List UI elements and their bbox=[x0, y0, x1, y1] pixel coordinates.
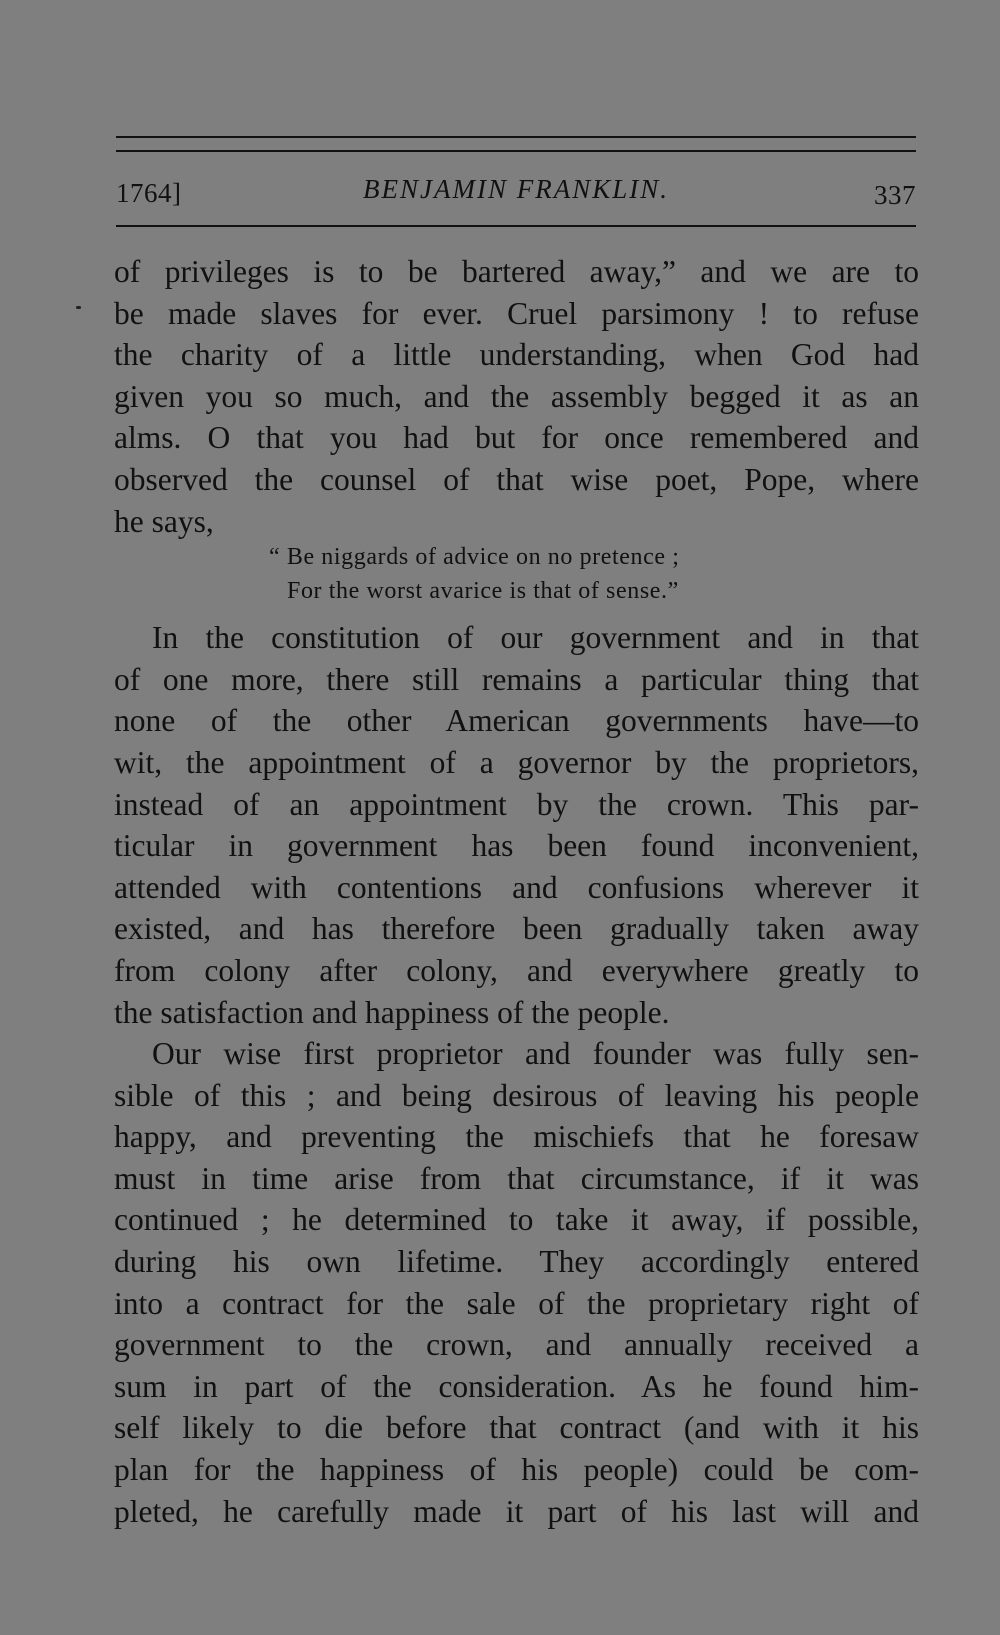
text-line: given you so much, and the assembly begged it as an bbox=[114, 378, 919, 414]
text-line: pleted, he carefully made it part of his last will and bbox=[114, 1493, 919, 1529]
page-number: 337 bbox=[874, 180, 916, 210]
text-line: during his own lifetime. They accordingly entered bbox=[114, 1244, 919, 1280]
quote-line: “ Be niggards of advice on no pretence ; bbox=[269, 544, 680, 571]
text-line: the charity of a little understanding, when God had bbox=[114, 337, 919, 373]
text-line: be made slaves for ever. Cruel parsimony ! to refuse bbox=[114, 295, 919, 331]
header-title: BENJAMIN FRANKLIN. bbox=[363, 174, 669, 204]
header-underline-rule bbox=[116, 225, 916, 227]
body-text bbox=[114, 251, 919, 1532]
text-line: plan for the happiness of his people) could be com- bbox=[114, 1452, 919, 1488]
text-line: continued ; he determined to take it away, if possible, bbox=[114, 1202, 919, 1238]
text-line: he says, bbox=[114, 503, 214, 539]
block-quote bbox=[114, 540, 919, 608]
paragraph-2 bbox=[114, 617, 919, 1033]
text-line: sum in part of the consideration. As he found him- bbox=[114, 1368, 919, 1404]
print-speck bbox=[76, 306, 81, 309]
text-line: instead of an appointment by the crown. This par- bbox=[114, 786, 919, 822]
text-line: In the constitution of our government and in that bbox=[152, 620, 919, 656]
text-line: wit, the appointment of a governor by the proprietors, bbox=[114, 744, 919, 780]
text-line: Our wise first proprietor and founder was fully sen- bbox=[152, 1036, 919, 1072]
top-double-rule-upper bbox=[116, 136, 916, 138]
text-line: sible of this ; and being desirous of leaving his people bbox=[114, 1077, 919, 1113]
text-line: none of the other American governments have—to bbox=[114, 703, 919, 739]
text-line: government to the crown, and annually received a bbox=[114, 1327, 919, 1363]
text-line: happy, and preventing the mischiefs that he foresaw bbox=[114, 1119, 919, 1155]
quote-line: For the worst avarice is that of sense.” bbox=[287, 578, 679, 605]
text-line: of privileges is to be bartered away,” and we are to bbox=[114, 254, 919, 289]
text-line: attended with contentions and confusions wherever it bbox=[114, 869, 919, 905]
text-line: must in time arise from that circumstance, if it was bbox=[114, 1160, 919, 1196]
text-line: alms. O that you had but for once remembered and bbox=[114, 420, 919, 456]
text-line: of one more, there still remains a particular thing that bbox=[114, 661, 919, 697]
text-line: self likely to die before that contract (and with it his bbox=[114, 1410, 919, 1446]
header-year: 1764] bbox=[116, 178, 182, 208]
text-line: into a contract for the sale of the proprietary right of bbox=[114, 1285, 919, 1321]
text-line: observed the counsel of that wise poet, Pope, where bbox=[114, 461, 919, 497]
running-header bbox=[116, 170, 916, 210]
paragraph-3 bbox=[114, 1033, 919, 1532]
top-double-rule-lower bbox=[116, 150, 916, 152]
text-line: the satisfaction and happiness of the people. bbox=[114, 994, 670, 1030]
paragraph-1 bbox=[114, 251, 919, 542]
text-line: from colony after colony, and everywhere greatly to bbox=[114, 952, 919, 988]
text-line: existed, and has therefore been gradually taken away bbox=[114, 911, 919, 947]
text-line: ticular in government has been found inconvenient, bbox=[114, 828, 919, 864]
